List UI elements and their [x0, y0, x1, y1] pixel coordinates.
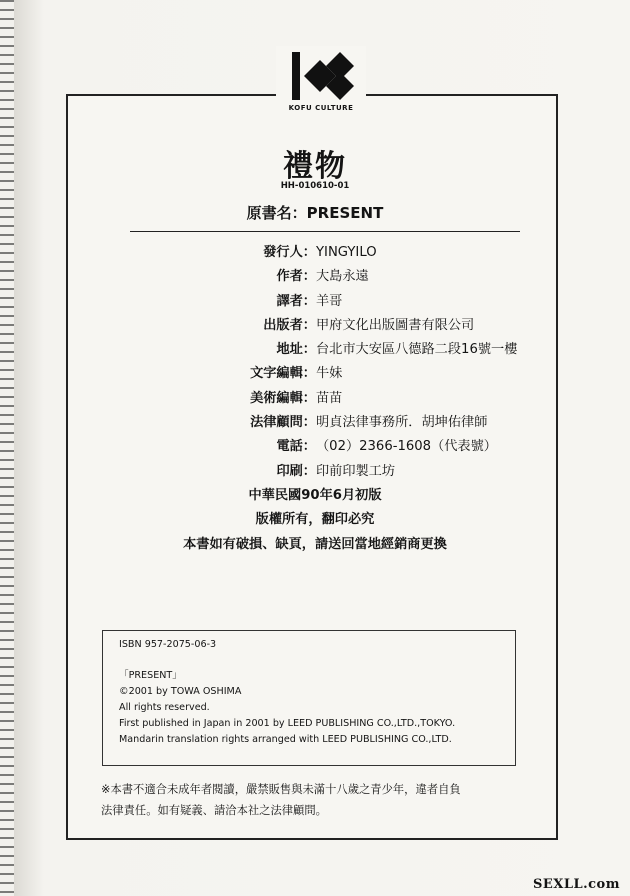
credit-value: 台北市大安區八德路二段16號一樓	[316, 342, 518, 358]
divider	[130, 231, 520, 232]
credit-value: 印前印製工坊	[316, 463, 396, 479]
credit-value: 牛妹	[316, 366, 343, 382]
credit-value: 明貞法律事務所．胡坤佑律師	[316, 415, 488, 431]
credit-label: 印刷：	[276, 463, 316, 479]
notice-line-2: 法律責任。如有疑義、請洽本社之法律顧問。	[101, 804, 327, 817]
copyright-box	[102, 630, 516, 766]
credit-label: 譯者：	[276, 293, 316, 309]
credit-author	[0, 265, 630, 289]
kofu-logo-icon	[282, 50, 360, 102]
rights-text: 版權所有，翻印必究	[255, 512, 375, 528]
credits-list	[0, 241, 630, 557]
logo-text: KOFU CULTURE	[288, 104, 354, 112]
credit-value: 甲府文化出版圖書有限公司	[316, 317, 475, 333]
first-published: First published in Japan in 2001 by LEED PUBLISHING CO.,LTD.,TOKYO.	[119, 718, 456, 730]
book-title: 禮物	[283, 149, 347, 184]
publisher-logo	[276, 46, 366, 121]
product-code: HH-010610-01	[280, 181, 350, 191]
edition-line	[0, 484, 630, 508]
credit-address	[0, 338, 630, 362]
original-title: 原書名：PRESENT	[246, 204, 384, 222]
credit-value: 苗苗	[316, 390, 343, 406]
credit-art-editor	[0, 387, 630, 411]
notice-line-1: ※本書不適合未成年者閱讀，嚴禁販售與未滿十八歲之青少年，違者自負	[101, 783, 461, 796]
copyright-title: 「PRESENT」	[119, 670, 182, 682]
watermark: SEXLL.com	[532, 877, 620, 892]
credit-value: 羊哥	[316, 293, 343, 309]
credit-label: 文字編輯：	[250, 366, 316, 382]
credit-phone	[0, 435, 630, 459]
credit-translator	[0, 290, 630, 314]
returns-text: 本書如有破損、缺頁，請送回當地經銷商更換	[183, 536, 447, 552]
translation-rights: Mandarin translation rights arranged with LEED PUBLISHING CO.,LTD.	[119, 734, 452, 746]
credit-label: 美術編輯：	[250, 390, 316, 406]
credit-publisher	[0, 314, 630, 338]
rights-reserved: All rights reserved.	[119, 702, 210, 714]
copyright-line: ©2001 by TOWA OSHIMA	[119, 686, 242, 698]
isbn: ISBN 957-2075-06-3	[119, 639, 217, 650]
age-notice	[101, 779, 551, 821]
edition-text: 中華民國90年6月初版	[248, 487, 382, 503]
credit-value: 大島永遠	[316, 269, 369, 285]
credit-publisher-person	[0, 241, 630, 265]
credit-label: 電話：	[276, 439, 316, 455]
credit-value: YINGYILO	[316, 245, 377, 260]
credit-label: 地址：	[276, 342, 316, 358]
credit-printer	[0, 460, 630, 484]
credit-label: 出版者：	[263, 317, 316, 333]
credit-text-editor	[0, 362, 630, 386]
credit-label: 發行人：	[263, 245, 316, 260]
credit-value: （02）2366-1608（代表號）	[316, 439, 497, 455]
credit-legal-advisor	[0, 411, 630, 435]
credit-label: 法律顧問：	[250, 415, 316, 431]
rights-line	[0, 508, 630, 532]
returns-line	[0, 533, 630, 557]
credit-label: 作者：	[276, 269, 316, 285]
